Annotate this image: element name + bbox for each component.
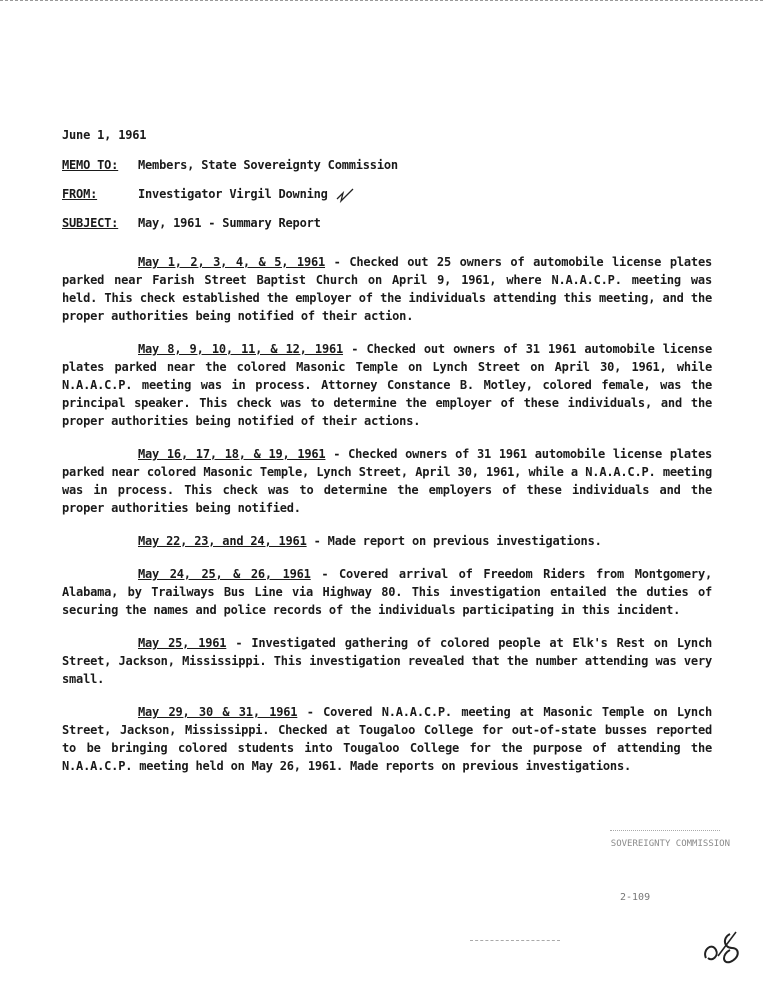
from-value: Investigator Virgil Downing [138,187,328,201]
paragraph-text: - Checked out 25 owners of automobile license plates parked near Farish Street Baptist Church on April 9, 1961, where N.A.A.C.P. meeting was held. This check established the employer of the individuals attending this meeting, and the proper authorities being notified of their action. [62,255,712,323]
faint-mark [470,940,560,942]
paragraph-text: - Covered arrival of Freedom Riders from Montgomery, Alabama, by Trailways Bus Line via Highway 80. This investigation entailed the duties of securing the names and police records of the individuals participating in this incident. [62,567,713,617]
memo-document [62,126,712,790]
initials-checkmark-icon [335,187,355,203]
report-paragraph [62,565,712,619]
paragraph-date: May 1, 2, 3, 4, & 5, 1961 [138,255,326,269]
paragraph-text: - Made report on previous investigations. [306,534,602,548]
document-number: 2-109 [620,892,651,903]
subject-value: May, 1961 - Summary Report [138,216,321,230]
memo-to-label: MEMO TO: [62,158,119,172]
memo-to-row [62,156,712,174]
report-paragraph [62,703,712,775]
stamp-rule [610,830,720,832]
paragraph-date: May 8, 9, 10, 11, & 12, 1961 [138,342,344,356]
report-paragraph [62,445,712,517]
paragraph-text: - Covered N.A.A.C.P. meeting at Masonic Temple on Lynch Street, Jackson, Mississippi. Checked at Tougaloo College for out-of-state busses reported to be bringing colored students into Tougaloo College for the purpose of attending the N.A.A.C.P. meeting held on May 26, 1961. Made reports on previous investigations. [62,705,712,773]
memo-date: June 1, 1961 [62,128,147,142]
paragraph-text: - Checked owners of 31 1961 automobile license plates parked near colored Masonic Temple, Lynch Street, April 30, 1961, while a N.A.A.C.P. meeting was in process. This check was to determine the employers of these individuals and the proper authorities being notified. [62,447,712,515]
archive-stamp: SOVEREIGNTY COMMISSION [610,839,730,849]
handwritten-page-mark-icon [700,928,746,968]
from-label: FROM: [62,187,98,201]
paragraph-date: May 16, 17, 18, & 19, 1961 [138,447,326,461]
memo-to-value: Members, State Sovereignty Commission [138,158,398,172]
paragraph-date: May 25, 1961 [138,636,227,650]
paragraph-date: May 22, 23, and 24, 1961 [138,534,307,548]
paragraph-text: - Investigated gathering of colored people at Elk's Rest on Lynch Street, Jackson, Mississippi. This investigation revealed that the number attending was very small. [62,636,713,686]
subject-row [62,214,712,232]
subject-label: SUBJECT: [62,216,119,230]
report-paragraph [62,532,712,550]
paragraph-date: May 24, 25, & 26, 1961 [138,567,311,581]
report-paragraph [62,253,712,325]
from-row [62,185,712,203]
page-edge [0,0,763,5]
paragraph-text: - Checked out owners of 31 1961 automobile license plates parked near the colored Masonic Temple on Lynch Street on April 30, 1961, while N.A.A.C.P. meeting was in process. Attorney Constance B. Motley, colored female, was the principal speaker. This check was to determine the employer of these individuals, and the proper authorities being notified of their actions. [62,342,712,428]
from-value-wrap [138,185,712,203]
report-paragraph [62,340,712,430]
report-paragraph [62,634,712,688]
paragraph-date: May 29, 30 & 31, 1961 [138,705,298,719]
